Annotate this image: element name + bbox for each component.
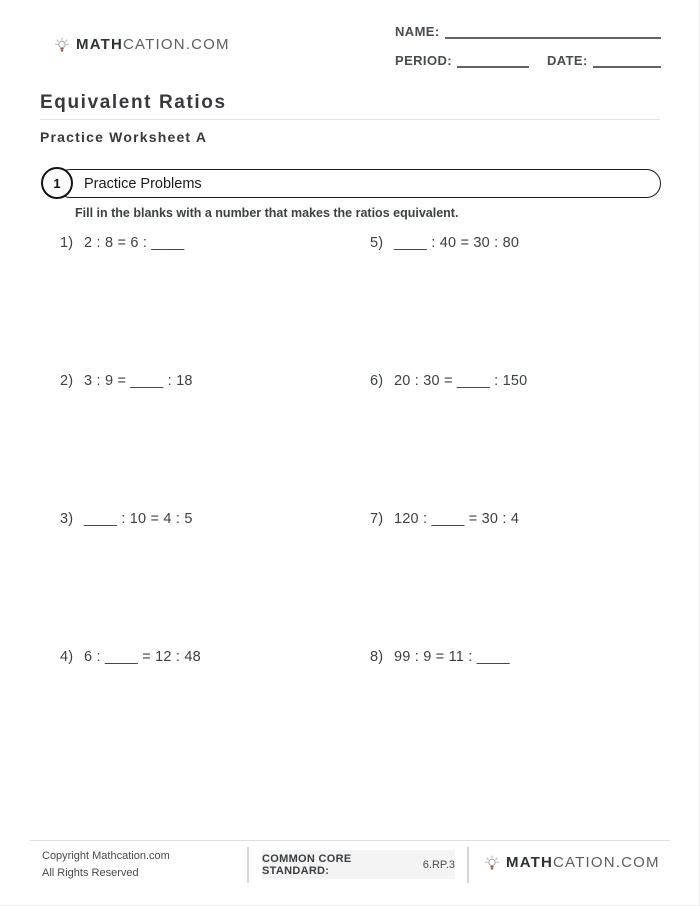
name-label: NAME: <box>395 24 440 39</box>
problem-number: 7) <box>370 511 384 527</box>
problem-number: 3) <box>60 511 74 527</box>
footer-logo <box>484 854 660 872</box>
title-divider <box>40 119 660 120</box>
date-blank-line <box>593 53 661 68</box>
student-fields <box>395 24 661 82</box>
problem-number: 4) <box>60 649 74 665</box>
period-label: PERIOD: <box>395 53 452 68</box>
section-number-badge: 1 <box>41 167 73 199</box>
period-date-row <box>395 53 661 68</box>
problem-expression: 20 : 30 = ____ : 150 <box>394 373 528 389</box>
instruction-text: Fill in the blanks with a number that makes the ratios equivalent. <box>75 206 459 220</box>
footer-vertical-divider-right <box>467 847 469 883</box>
problem-expression: ____ : 10 = 4 : 5 <box>84 511 193 527</box>
problem-expression: 120 : ____ = 30 : 4 <box>394 511 520 527</box>
period-blank-line <box>457 53 529 68</box>
logo-text-bold: MATH <box>76 36 124 53</box>
problem-expression: 99 : 9 = 11 : ____ <box>394 649 510 665</box>
copyright-line-1: Copyright Mathcation.com <box>42 850 170 862</box>
problem-item <box>370 511 668 649</box>
problem-number: 8) <box>370 649 384 665</box>
problem-item <box>60 511 370 649</box>
page-title: Equivalent Ratios <box>40 92 227 113</box>
problem-item <box>60 235 370 373</box>
problem-item <box>370 649 668 787</box>
problem-item <box>370 235 668 373</box>
problem-expression: ____ : 40 = 30 : 80 <box>394 235 520 251</box>
logo-text-rest: CATION.COM <box>123 36 230 53</box>
name-field-row <box>395 24 661 39</box>
lightbulb-icon <box>484 855 500 871</box>
footer-vertical-divider-left <box>247 847 249 883</box>
problem-item <box>60 649 370 787</box>
logo-text-bold: MATH <box>506 854 554 871</box>
page-subtitle: Practice Worksheet A <box>40 129 208 145</box>
lightbulb-icon <box>54 37 70 53</box>
problem-number: 2) <box>60 373 74 389</box>
section-banner <box>56 169 661 198</box>
problem-item <box>370 373 668 511</box>
problem-number: 6) <box>370 373 384 389</box>
copyright-line-2: All Rights Reserved <box>42 867 139 880</box>
footer-divider <box>30 840 670 841</box>
copyright-text <box>42 848 170 882</box>
section-title: Practice Problems <box>84 175 202 192</box>
problem-expression: 2 : 8 = 6 : ____ <box>84 235 185 251</box>
logo-text <box>76 36 230 54</box>
name-blank-line <box>445 24 661 39</box>
logo-text <box>506 854 660 872</box>
header-logo <box>54 36 230 54</box>
problem-expression: 6 : ____ = 12 : 48 <box>84 649 201 665</box>
standard-label: COMMON CORE STANDARD: <box>262 852 352 877</box>
problems-grid <box>60 235 668 787</box>
problem-number: 5) <box>370 235 384 251</box>
date-label: DATE: <box>546 53 588 68</box>
problem-item <box>60 373 370 511</box>
problem-number: 1) <box>60 235 74 251</box>
problem-expression: 3 : 9 = ____ : 18 <box>84 373 193 389</box>
standard-value: 6.RP.3 <box>422 858 455 871</box>
logo-text-rest: CATION.COM <box>553 854 660 871</box>
common-core-standard-box <box>262 850 455 879</box>
